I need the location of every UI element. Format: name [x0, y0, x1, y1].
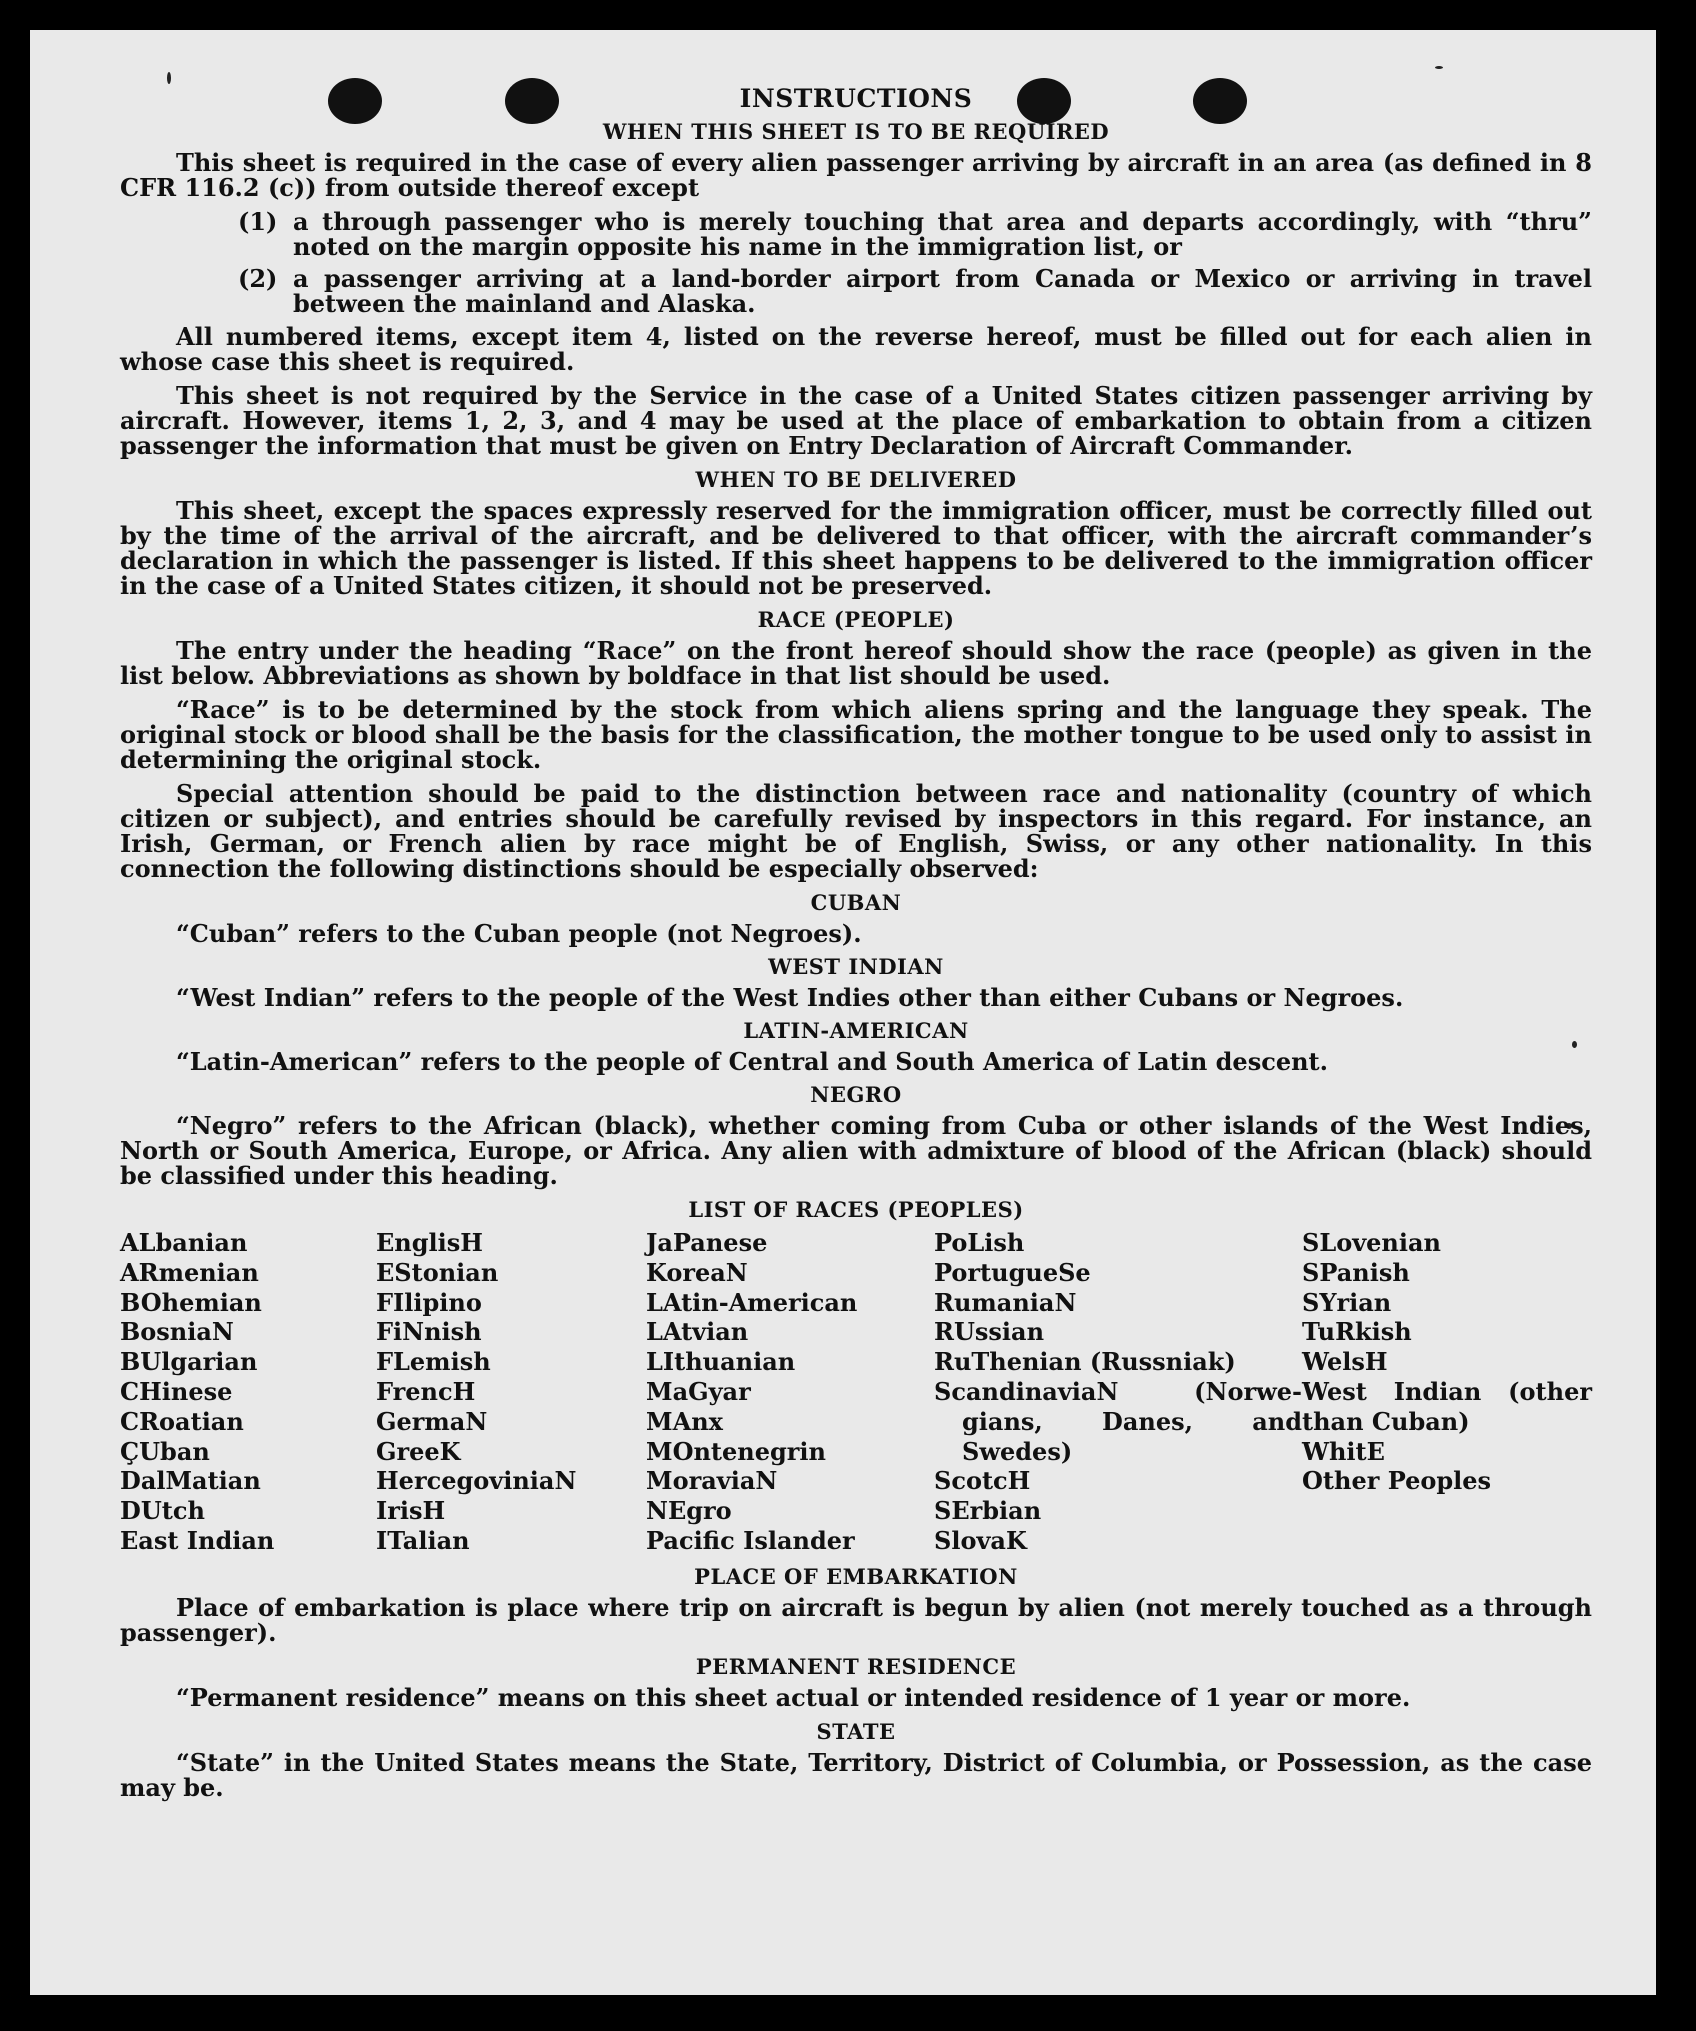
races-column: [120, 1228, 376, 1556]
race-entry: SlovaK: [934, 1525, 1027, 1555]
race-entry: BosniaN: [120, 1317, 234, 1347]
section-heading-list-of-races: LIST OF RACES (PEOPLES): [688, 1197, 1024, 1222]
paragraph: This sheet is required in the case of every alien passenger arriving by aircraft in an area (as defined in 8 CFR 116.2 (c)) from outside thereof except: [120, 148, 1592, 202]
race-entry: CRoatian: [120, 1406, 244, 1436]
page-title: INSTRUCTIONS: [739, 84, 973, 113]
race-entry: CHinese: [120, 1376, 233, 1406]
race-entry: ARmenian: [120, 1257, 259, 1287]
paragraph: “Cuban” refers to the Cuban people (not Negroes).: [176, 919, 862, 948]
paragraph: The entry under the heading “Race” on the front hereof should show the race (people) as given in the list below. Abbreviations as shown by boldface in that list should be used.: [120, 636, 1592, 690]
race-entry: GermaN: [376, 1406, 488, 1436]
race-entry: LAtin-American: [646, 1287, 858, 1317]
race-entry: PoLish: [934, 1228, 1025, 1257]
instructions-body: [120, 86, 1592, 1809]
race-entry: SLovenian: [1302, 1228, 1441, 1257]
race-entry: WelsH: [1302, 1347, 1388, 1377]
race-entry-continued: than Cuban): [1302, 1406, 1470, 1436]
section-heading-west-indian: WEST INDIAN: [768, 954, 944, 979]
exceptions-list: [120, 209, 1592, 316]
item-number: (2): [238, 264, 278, 293]
race-entry: IrisH: [376, 1496, 446, 1526]
paragraph: “West Indian” refers to the people of the West Indies other than either Cubans or Negroes.: [176, 983, 1404, 1012]
section-heading-race: RACE (PEOPLE): [757, 607, 955, 632]
race-entry: TuRkish: [1302, 1317, 1412, 1347]
race-entry: FIlipino: [376, 1287, 482, 1317]
race-entry: SYrian: [1302, 1287, 1392, 1317]
race-entry: BUlgarian: [120, 1347, 258, 1377]
section-heading-when-delivered: WHEN TO BE DELIVERED: [695, 467, 1017, 492]
item-text: a through passenger who is merely touching that area and departs accordingly, with “thru” noted on the margin opposite his name in the immigration list, or: [293, 207, 1592, 261]
race-entry: SPanish: [1302, 1257, 1410, 1287]
race-entry: NEgro: [646, 1496, 732, 1526]
race-entry: East Indian: [120, 1525, 275, 1555]
race-entry: ScotcH: [934, 1466, 1031, 1496]
paragraph: “Latin-American” refers to the people of Central and South America of Latin descent.: [176, 1047, 1328, 1076]
race-entry: ScandinaviaN (Norwe-: [934, 1376, 1302, 1406]
race-entry: Pacific Islander: [646, 1525, 855, 1555]
races-column: [1302, 1228, 1592, 1556]
section-heading-negro: NEGRO: [810, 1082, 902, 1107]
race-entry: FLemish: [376, 1347, 491, 1377]
race-entry: ÇUban: [120, 1436, 210, 1466]
races-column: [934, 1228, 1302, 1556]
race-entry: MOntenegrin: [646, 1436, 826, 1466]
paragraph: “Negro” refers to the African (black), whether coming from Cuba or other islands of the West Indies, North or South America, Europe, or Africa. Any alien with admixture of blood of the African (black) should be classified under this heading.: [120, 1111, 1592, 1190]
paragraph: Special attention should be paid to the distinction between race and nationality (country of which citizen or subject), and entries should be carefully revised by inspectors in this regard. For instance, an Irish, German, or French alien by race might be of English, Swiss, or any other nationality. In this connection the following distinctions should be especially observed:: [120, 779, 1592, 883]
list-item: [238, 209, 1592, 259]
paragraph: “Race” is to be determined by the stock from which aliens spring and the language they speak. The original stock or blood shall be the basis for the classification, the mother tongue to be used only to assist in determining the original stock.: [120, 695, 1592, 774]
race-entry-continued: gians, Danes, and: [962, 1406, 1302, 1436]
item-text: a passenger arriving at a land-border airport from Canada or Mexico or arriving in travel between the mainland and Alaska.: [293, 264, 1592, 318]
ink-speck: [1435, 66, 1443, 69]
races-column: [646, 1228, 934, 1556]
race-entry: SErbian: [934, 1496, 1042, 1526]
ink-speck: [167, 72, 171, 84]
section-heading-state: STATE: [816, 1718, 896, 1744]
paragraph: “Permanent residence” means on this sheet actual or intended residence of 1 year or more.: [176, 1682, 1411, 1712]
race-entry: GreeK: [376, 1436, 461, 1466]
race-entry: EnglisH: [376, 1228, 483, 1257]
race-entry: FrencH: [376, 1376, 476, 1406]
races-column: [376, 1228, 646, 1556]
race-entry: KoreaN: [646, 1257, 748, 1287]
section-heading-embarkation: PLACE OF EMBARKATION: [694, 1563, 1018, 1589]
races-table: [120, 1228, 1592, 1556]
race-entry: BOhemian: [120, 1287, 262, 1317]
race-entry: PortugueSe: [934, 1257, 1091, 1287]
race-entry: MaGyar: [646, 1376, 751, 1406]
race-entry: RuThenian (Russniak): [934, 1347, 1236, 1377]
section-heading-latin-american: LATIN-AMERICAN: [743, 1018, 969, 1043]
race-entry: HercegoviniaN: [376, 1466, 577, 1496]
race-entry: Other Peoples: [1302, 1466, 1492, 1496]
paragraph: Place of embarkation is place where trip on aircraft is begun by alien (not merely touched as a through passenger).: [120, 1592, 1592, 1647]
race-entry: MoraviaN: [646, 1466, 778, 1496]
paragraph: All numbered items, except item 4, listed on the reverse hereof, must be filled out for each alien in whose case this sheet is required.: [120, 322, 1592, 376]
race-entry: DUtch: [120, 1496, 205, 1526]
race-entry: LIthuanian: [646, 1347, 796, 1377]
race-entry: DalMatian: [120, 1466, 261, 1496]
race-entry: MAnx: [646, 1406, 723, 1436]
section-heading-when-required: WHEN THIS SHEET IS TO BE REQUIRED: [602, 119, 1110, 144]
race-entry: JaPanese: [646, 1228, 768, 1257]
race-entry: WhitE: [1302, 1436, 1385, 1466]
race-entry: RumaniaN: [934, 1287, 1077, 1317]
paragraph: This sheet is not required by the Service in the case of a United States citizen passenger arriving by aircraft. However, items 1, 2, 3, and 4 may be used at the place of embarkation to obtain from a citizen passenger the information that must be given on Entry Declaration of Aircraft Commander.: [120, 381, 1592, 460]
race-entry-continued: Swedes): [962, 1436, 1073, 1466]
section-heading-cuban: CUBAN: [810, 890, 902, 915]
list-item: [238, 266, 1592, 316]
race-entry: West Indian (other: [1302, 1376, 1592, 1406]
race-entry: ALbanian: [120, 1228, 248, 1257]
race-entry: EStonian: [376, 1257, 499, 1287]
document-page: [30, 30, 1656, 1995]
item-number: (1): [238, 207, 278, 236]
race-entry: ITalian: [376, 1525, 470, 1555]
paragraph: “State” in the United States means the State, Territory, District of Columbia, or Possession, as the case may be.: [120, 1747, 1592, 1802]
race-entry: FiNnish: [376, 1317, 482, 1347]
race-entry: LAtvian: [646, 1317, 749, 1347]
paragraph: This sheet, except the spaces expressly reserved for the immigration officer, must be correctly filled out by the time of the arrival of the aircraft, and be delivered to that officer, with the aircraft commander’s declaration in which the passenger is listed. If this sheet happens to be delivered to the immigration officer in the case of a United States citizen, it should not be preserved.: [120, 496, 1592, 600]
race-entry: RUssian: [934, 1317, 1045, 1347]
section-heading-permanent-residence: PERMANENT RESIDENCE: [695, 1653, 1017, 1679]
